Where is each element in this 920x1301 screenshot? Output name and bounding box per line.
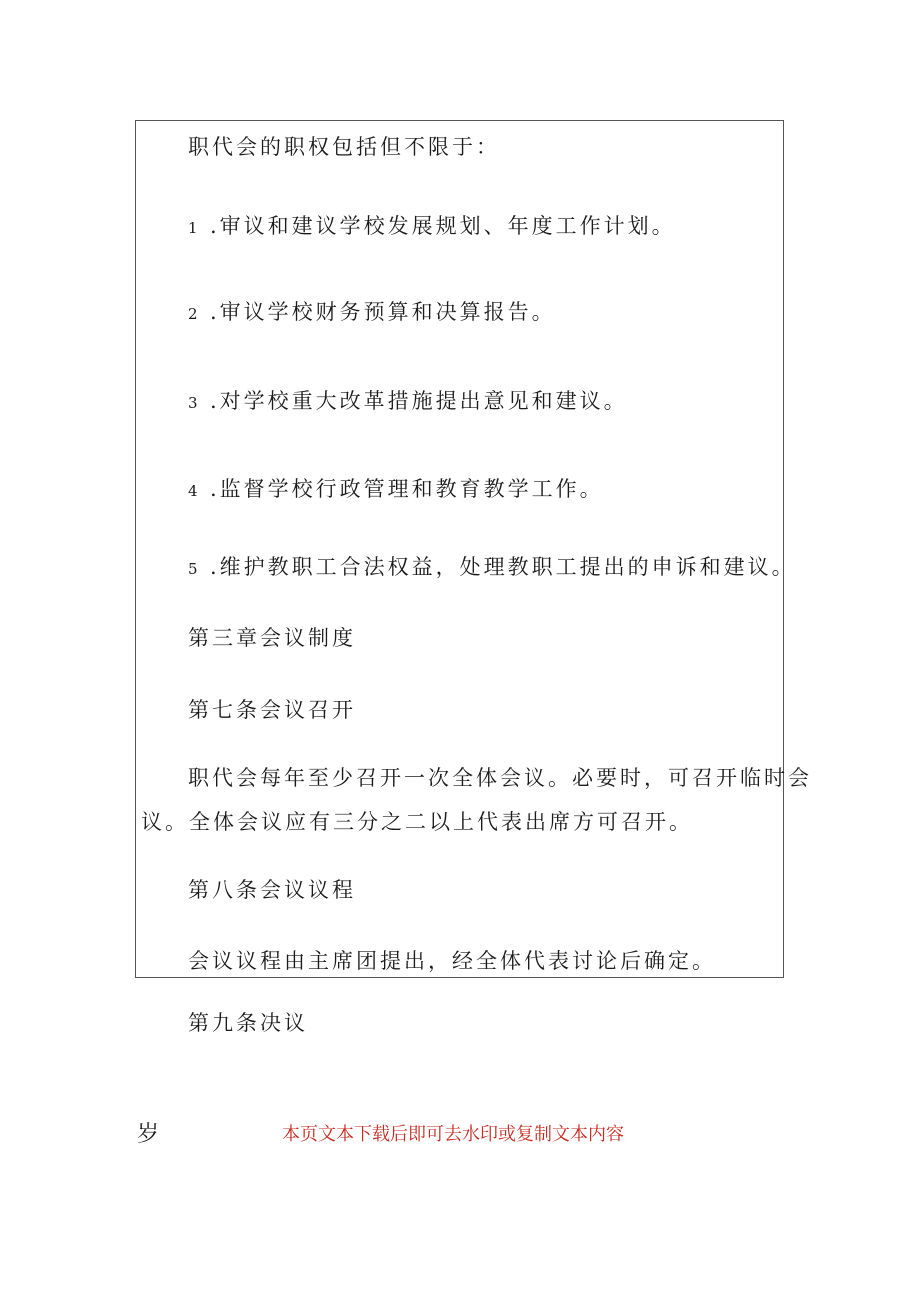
item-number: 4 (188, 482, 198, 500)
item-number: 2 (188, 305, 198, 323)
watermark-notice: 本页文本下载后即可去水印或复制文本内容 (282, 1124, 624, 1145)
article-heading: 第七条会议召开 (188, 698, 356, 722)
item-number: 1 (188, 219, 198, 237)
list-item (188, 479, 604, 500)
content-frame (135, 120, 784, 978)
item-number: 3 (188, 394, 198, 412)
article-body-line: 会议议程由主席团提出，经全体代表讨论后确定。 (188, 949, 716, 973)
item-text: .对学校重大改革措施提出意见和建议。 (210, 389, 628, 413)
article-heading: 第八条会议议程 (188, 878, 356, 902)
article-body-line: 职代会每年至少召开一次全体会议。必要时，可召开临时会 (188, 766, 812, 790)
article-heading: 第九条决议 (188, 1011, 308, 1035)
item-text: .监督学校行政管理和教育教学工作。 (210, 477, 604, 501)
item-text: .维护教职工合法权益，处理教职工提出的申诉和建议。 (210, 555, 796, 579)
list-item (188, 302, 556, 323)
item-text: .审议学校财务预算和决算报告。 (210, 300, 556, 324)
list-item (188, 216, 676, 237)
item-text: .审议和建议学校发展规划、年度工作计划。 (210, 214, 676, 238)
list-item (188, 557, 796, 578)
chapter-heading: 第三章会议制度 (188, 626, 356, 650)
intro-line: 职代会的职权包括但不限于： (188, 135, 500, 159)
footer-left-char: 岁 (137, 1122, 160, 1147)
item-number: 5 (188, 560, 198, 578)
article-body-line: 议。全体会议应有三分之二以上代表出席方可召开。 (141, 810, 693, 834)
list-item (188, 391, 628, 412)
